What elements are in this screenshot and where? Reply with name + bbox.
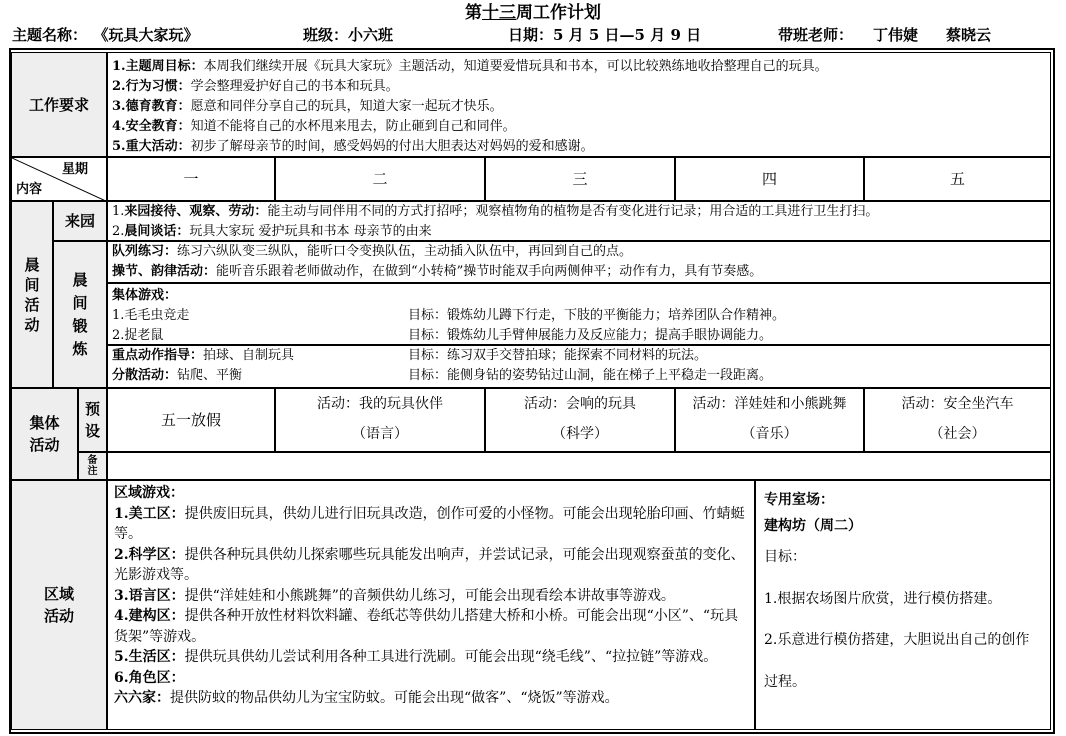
arrival-label: 来园: [53, 201, 107, 241]
activity-cell: 活动：洋娃娃和小熊跳舞 （音乐）: [675, 388, 864, 452]
activity-cell: 活动：我的玩具伙伴 （语言）: [275, 388, 485, 452]
date-info: 日期：5 月 5 日—5 月 9 日: [508, 26, 702, 44]
area-item: 6.角色区：: [114, 669, 185, 686]
area-item: 5.生活区：提供玩具供幼儿尝试利用各种工具进行洗刷。可能会出现“绕毛线”、“拉拉链”等游戏。: [114, 649, 718, 665]
requirements-label: 工作要求: [11, 52, 107, 157]
week-number: 十三: [482, 3, 516, 23]
day-header: 二: [275, 157, 485, 201]
area-item: 3.语言区：提供“洋娃娃和小熊跳舞”的音频供幼儿练习，可能会出现看绘本讲故事等游戏。: [114, 587, 675, 604]
activity-cell: 活动：会响的玩具 （科学）: [485, 388, 675, 452]
requirements-content: [107, 52, 1051, 157]
queue-content: 队列练习：练习六纵队变三纵队，能听口令变换队伍，主动插入队伍中，再回到自己的点。 操节、韵律活动：能听音乐跟着老师做动作，在做到“小转椅”操节时能双手向两侧伸平；动作有力，具有节奏感。: [107, 241, 1051, 283]
requirement-item: 2.行为习惯：学会整理爱护好自己的书本和玩具。: [112, 79, 399, 94]
game-row: 2.捉老鼠 目标：锻炼幼儿手臂伸展能力及反应能力；提高手眼协调能力。: [112, 328, 773, 343]
exercise-label: 晨间锻炼: [53, 241, 107, 388]
key-actions: 重点动作指导：拍球、自制玩具 目标：练习双手交替拍球；能探索不同材料的玩法。 分散活动：钻爬、平衡 目标：能侧身钻的姿势钻过山洞，能在梯子上平稳走一段距离。: [107, 345, 1051, 388]
game-row: 1.毛毛虫竞走 目标：锻炼幼儿蹲下行走，下肢的平衡能力；培养团队合作精神。: [112, 308, 786, 323]
group-activity-label: 集体活动: [11, 388, 78, 480]
area-item: 1.美工区：提供废旧玩具，供幼儿进行旧玩具改造，创作可爱的小怪物。可能会出现轮胎印画、竹蜻蜓等。: [114, 505, 745, 542]
content-label: 内容: [16, 182, 43, 197]
weekday-corner: [11, 157, 107, 201]
requirement-item: 4.安全教育：知道不能将自己的水杯甩来甩去，防止砸到自己和同伴。: [112, 119, 516, 134]
remark-label: 备注: [78, 452, 107, 480]
group-games: 集体游戏： 1.毛毛虫竞走 目标：锻炼幼儿蹲下行走，下肢的平衡能力；培养团队合作精神。 2.捉老鼠 目标：锻炼幼儿手臂伸展能力及反应能力；提高手眼协调能力。: [107, 283, 1051, 345]
remark-content: [107, 452, 1051, 480]
theme-info: 主题名称： 《玩具大家玩》: [12, 26, 199, 44]
requirement-item: 1.主题周目标：本周我们继续开展《玩具大家玩》主题活动，知道要爱惜玩具和书本，可以比较熟练地收拾整理自己的玩具。: [112, 59, 828, 74]
area-item: 4.建构区：提供各种开放性材料饮料罐、卷纸芯等供幼儿搭建大桥和小桥。可能会出现“小区”、“玩具货架”等游戏。: [114, 608, 739, 645]
area-label: 区域活动: [11, 480, 107, 730]
day-header: 五: [864, 157, 1051, 201]
day-header: 三: [485, 157, 675, 201]
requirement-item: 3.德育教育：愿意和同伴分享自己的玩具，知道大家一起玩才快乐。: [112, 99, 503, 114]
area-item: 2.科学区：提供各种玩具供幼儿探索哪些玩具能发出响声，并尝试记录，可能会出现观察蚕茧的变化、光影游戏等。: [114, 546, 745, 583]
page-title: 第十三周工作计划: [465, 3, 601, 23]
area-games: 区域游戏： 1.美工区：提供废旧玩具，供幼儿进行旧玩具改造，创作可爱的小怪物。可能会出现轮胎印画、竹蜻蜓等。 2.科学区：提供各种玩具供幼儿探索哪些玩具能发出响声，并尝试记录，可能会出现观察蚕茧的变化、光影游戏等。 3.语言区：提供“洋娃娃和小熊跳舞”的音频供幼儿练习，可能会出现看绘本讲故事等游戏。 4.建构区：提供各种开放性材料饮料罐、卷纸芯等供幼儿搭建大桥和小桥。可能会出现“小区”、“玩具货架”等游戏。 5.生活区：提供玩具供幼儿尝试利用各种工具进行洗刷。可能会出现“绕毛线”、“拉拉链”等游戏。 6.角色区： 六六家：提供防蚊的物品供幼儿为宝宝防蚊。可能会出现“做客”、“烧饭”等游戏。: [107, 480, 755, 730]
activity-cell: 活动：安全坐汽车 （社会）: [864, 388, 1051, 452]
area-item: 六六家：提供防蚊的物品供幼儿为宝宝防蚊。可能会出现“做客”、“烧饭”等游戏。: [114, 690, 619, 706]
arrival-content: 1.来园接待、观察、劳动：能主动与同伴用不同的方式打招呼；观察植物角的植物是否有变化进行记录；用合适的工具进行卫生打扫。 2.晨间谈话：玩具大家玩 爱护玩具和书本 母亲节的由来: [107, 201, 1051, 241]
requirement-item: 5.重大活动：初步了解母亲节的时间，感受妈妈的付出大胆表达对妈妈的爱和感谢。: [112, 139, 594, 154]
day-header: 四: [675, 157, 864, 201]
class-info: 班级：小六班: [303, 26, 394, 44]
plan-label: 预设: [78, 388, 107, 452]
day-header: 一: [107, 157, 275, 201]
weekday-label: 星期: [61, 162, 88, 177]
teacher-info: 带班老师： 丁伟婕 蔡晓云: [778, 26, 992, 44]
special-room: 专用室场： 建构坊（周二） 目标： 1.根据农场图片欣赏，进行模仿搭建。 2.乐意进行模仿搭建，大胆说出自己的创作过程。: [755, 480, 1051, 730]
holiday-cell: 五一放假: [107, 388, 275, 452]
morning-label: 晨间活动: [11, 201, 53, 388]
